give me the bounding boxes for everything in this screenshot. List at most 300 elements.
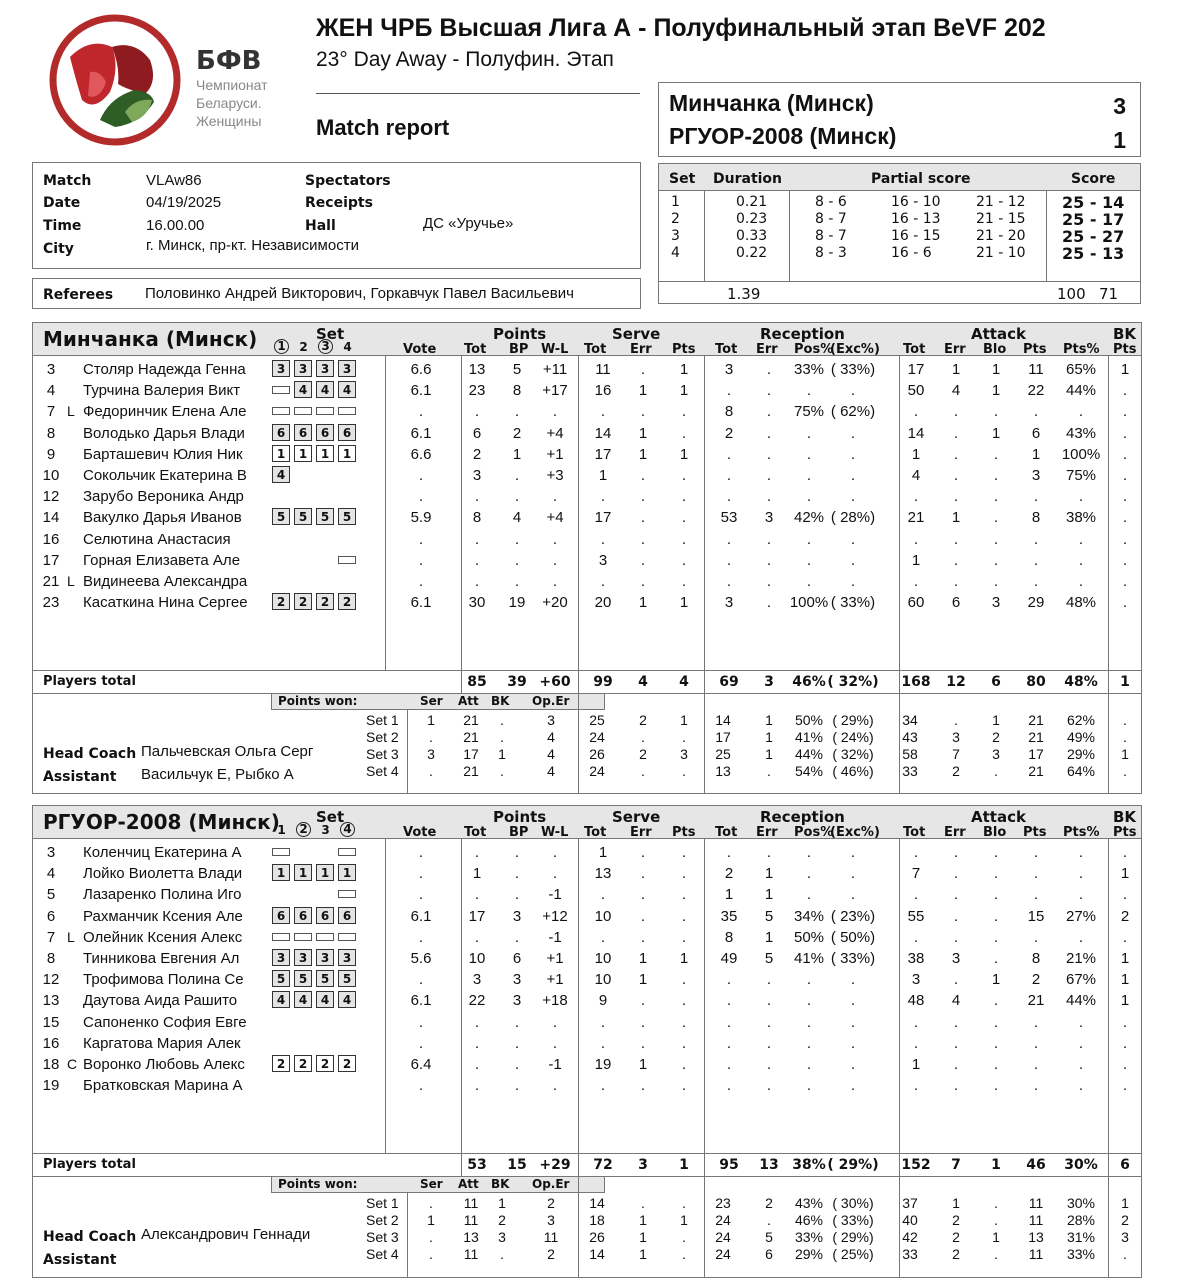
- total-bk: 6: [1120, 1157, 1130, 1173]
- stat-wl: +1: [546, 445, 564, 463]
- stat-s-err: .: [640, 865, 646, 883]
- city-label: City: [43, 241, 74, 257]
- stat-s-err: .: [640, 403, 646, 421]
- col-a-pct: Pts%: [1063, 342, 1100, 357]
- stat-wl: -1: [548, 1056, 562, 1073]
- col-s-tot: Tot: [584, 825, 607, 840]
- player-name: Олейник Ксения Алекс: [83, 928, 243, 946]
- stat-a-blo: .: [993, 509, 999, 527]
- stat-r-err: .: [766, 1013, 772, 1031]
- pw-ser: 1: [427, 1212, 435, 1228]
- stat-r-tot: .: [726, 971, 732, 989]
- logo-caption-line: Чемпионат: [196, 77, 268, 93]
- stat-r-pos: .: [806, 445, 812, 463]
- stat-r-exc: .: [850, 445, 856, 463]
- set-stat-s-tot: 24: [589, 729, 605, 745]
- player-number: 17: [42, 551, 60, 569]
- stat-vote: 6.1: [410, 992, 432, 1010]
- column-divider: [704, 670, 705, 694]
- player-number: 21: [42, 573, 60, 590]
- player-row: [33, 571, 1141, 592]
- away-team-name: РГУОР-2008 (Минск): [669, 123, 897, 149]
- stat-wl: .: [552, 1034, 558, 1052]
- stat-a-blo: .: [993, 928, 999, 946]
- stat-vote: 6.1: [410, 907, 432, 925]
- player-name: Каргатова Мария Алек: [83, 1034, 241, 1052]
- stat-a-err: .: [953, 844, 959, 861]
- stat-s-err: .: [640, 509, 646, 527]
- player-number: 16: [42, 530, 60, 548]
- pw-bk: 1: [498, 1195, 506, 1211]
- stat-a-pct: .: [1078, 573, 1084, 590]
- set-stat-s-tot: 26: [589, 746, 605, 762]
- starting-position-box: 6: [316, 907, 334, 924]
- stat-tot: .: [474, 488, 480, 506]
- stat-a-pct: 65%: [1065, 361, 1097, 378]
- stat-r-pos: 42%: [793, 509, 825, 527]
- pw-att: 11: [463, 1212, 479, 1228]
- stat-r-exc: .: [850, 1034, 856, 1052]
- stat-a-tot: 14: [907, 424, 925, 442]
- column-divider: [578, 670, 579, 694]
- set-stat-bk: 1: [1121, 1195, 1129, 1211]
- set-stat-bk: .: [1123, 729, 1127, 745]
- set-stat-a-blo: .: [994, 1195, 998, 1211]
- player-name: Барташевич Юлия Ник: [83, 445, 243, 463]
- stat-a-pct: .: [1078, 488, 1084, 506]
- stat-bk: 2: [1120, 907, 1130, 925]
- stat-r-pos: .: [806, 530, 812, 548]
- stat-bp: .: [514, 865, 520, 883]
- col-att: Att: [458, 1177, 479, 1191]
- stat-a-pts: 8: [1031, 950, 1041, 967]
- stat-r-exc: .: [850, 488, 856, 506]
- stat-r-tot: .: [726, 530, 732, 548]
- players-total-label: Players total: [43, 1157, 136, 1172]
- stat-s-err: .: [640, 361, 646, 378]
- stat-s-pts: .: [681, 928, 687, 946]
- substitute-marker: [272, 386, 290, 394]
- stat-a-pct: 21%: [1065, 950, 1097, 967]
- total-a-pts: 80: [1026, 674, 1046, 690]
- total-r-err: 3: [764, 674, 774, 690]
- players-total-row: [33, 670, 1141, 694]
- player-number: 7: [46, 403, 56, 421]
- starting-position-box: 1: [338, 864, 356, 881]
- set-label: Set 1: [366, 1195, 399, 1211]
- stat-a-pts: .: [1033, 886, 1039, 904]
- stat-a-err: 4: [951, 992, 961, 1010]
- set-p3: 21 - 12: [976, 194, 1026, 210]
- stat-tot: 13: [468, 361, 486, 378]
- stat-r-tot: .: [726, 573, 732, 590]
- stat-a-blo: .: [993, 844, 999, 861]
- stat-a-tot: 3: [911, 971, 921, 989]
- player-name: Видинеева Александра: [83, 573, 248, 590]
- stat-s-pts: 1: [679, 382, 689, 400]
- stat-r-tot: .: [726, 1056, 732, 1073]
- total-s-tot: 99: [593, 674, 613, 690]
- stat-s-tot: 20: [594, 594, 612, 612]
- stat-bp: 4: [512, 509, 522, 527]
- starting-position-box: 1: [338, 445, 356, 462]
- column-divider: [704, 1153, 705, 1177]
- stat-r-exc: .: [850, 551, 856, 569]
- stat-s-err: 1: [638, 971, 648, 989]
- stat-a-pts: .: [1033, 928, 1039, 946]
- pw-op-er: 2: [547, 1246, 555, 1262]
- stat-r-tot: 2: [724, 865, 734, 883]
- total-tot: 53: [467, 1157, 487, 1173]
- set-stat-bk: 3: [1121, 1229, 1129, 1245]
- set-stat-a-err: 2: [952, 1229, 960, 1245]
- player-number: 16: [42, 1034, 60, 1052]
- set-p1: 8 - 6: [815, 194, 847, 210]
- stat-tot: 1: [472, 865, 482, 883]
- stat-s-tot: .: [600, 928, 606, 946]
- pw-bk: 3: [498, 1229, 506, 1245]
- stat-r-pos: .: [806, 1077, 812, 1095]
- stat-r-tot: 1: [724, 886, 734, 904]
- set-stat-bk: .: [1123, 1246, 1127, 1262]
- col-s-tot: Tot: [584, 342, 607, 357]
- stat-r-pos: .: [806, 844, 812, 861]
- stat-a-pct: .: [1078, 844, 1084, 861]
- set-stat-a-tot: 43: [902, 729, 918, 745]
- stat-tot: 30: [468, 594, 486, 612]
- stat-bk: .: [1122, 530, 1128, 548]
- col-group-attack: Attack: [971, 808, 1026, 826]
- set-p3: 21 - 20: [976, 228, 1026, 244]
- set-p2: 16 - 10: [891, 194, 941, 210]
- col-group-bk: BK: [1113, 808, 1137, 826]
- match-time: 16.00.00: [146, 217, 205, 234]
- stat-s-pts: .: [681, 488, 687, 506]
- stat-a-tot: .: [913, 488, 919, 506]
- starting-position-box: 4: [316, 991, 334, 1008]
- total-bk: 1: [1120, 674, 1130, 690]
- set-stat-r-pos: 50%: [794, 712, 824, 728]
- player-number: 8: [46, 424, 56, 442]
- stat-s-pts: .: [681, 844, 687, 861]
- stat-s-pts: .: [681, 907, 687, 925]
- starting-position-box: 1: [272, 445, 290, 462]
- stat-a-pts: 3: [1031, 467, 1041, 484]
- starting-position-box: 3: [294, 360, 312, 377]
- set-stat-s-tot: 14: [589, 1246, 605, 1262]
- stat-wl: .: [552, 865, 558, 883]
- stat-tot: 6: [472, 424, 482, 442]
- stat-tot: 8: [472, 509, 482, 527]
- stat-a-pts: .: [1033, 1077, 1039, 1095]
- team-name: Минчанка (Минск): [43, 327, 258, 351]
- player-name: Турчина Валерия Викт: [83, 382, 241, 400]
- set-stat-r-pos: 46%: [794, 1212, 824, 1228]
- stat-bp: 3: [512, 907, 522, 925]
- match-label: Match: [43, 173, 92, 189]
- stat-a-pts: 6: [1031, 424, 1041, 442]
- stat-wl: +17: [542, 382, 568, 400]
- stat-r-pos: .: [806, 467, 812, 484]
- head-coach-name: Александрович Геннади: [141, 1226, 311, 1243]
- match-info: [32, 162, 641, 269]
- referees-names: Половинко Андрей Викторович, Горкавчук Павел Васильевич: [145, 285, 574, 302]
- set-stat-a-pts: 21: [1028, 763, 1044, 779]
- starting-position-box: 2: [338, 593, 356, 610]
- stat-tot: 17: [468, 907, 486, 925]
- set-stat-r-tot: 23: [715, 1195, 731, 1211]
- stat-r-tot: 3: [724, 361, 734, 378]
- column-divider: [899, 670, 900, 694]
- set-breakdown-row: [33, 712, 1141, 729]
- col-att: Att: [458, 694, 479, 708]
- stat-a-tot: 60: [907, 594, 925, 612]
- col-group-points: Points: [493, 325, 547, 343]
- set-stat-a-pts: 17: [1028, 746, 1044, 762]
- stat-a-tot: 7: [911, 865, 921, 883]
- set-stat-r-tot: 24: [715, 1212, 731, 1228]
- starting-position-box: 4: [338, 381, 356, 398]
- set-p3: 21 - 15: [976, 211, 1026, 227]
- points-won-label: Points won:: [278, 694, 358, 708]
- set-stat-a-blo: 3: [992, 746, 1000, 762]
- player-number: 3: [46, 361, 56, 378]
- stat-a-err: .: [953, 1077, 959, 1095]
- stat-r-err: .: [766, 971, 772, 989]
- stat-tot: .: [474, 1013, 480, 1031]
- stat-s-tot: 16: [594, 382, 612, 400]
- set-stat-s-tot: 26: [589, 1229, 605, 1245]
- stat-a-err: .: [953, 530, 959, 548]
- stat-bk: .: [1122, 886, 1128, 904]
- player-number: 4: [46, 865, 56, 883]
- stat-wl: +11: [542, 361, 568, 378]
- player-number: 19: [42, 1077, 60, 1095]
- set-stat-a-err: 1: [952, 1195, 960, 1211]
- sets-total: [659, 281, 1140, 304]
- col-group-reception: Reception: [760, 325, 845, 343]
- player-row: [33, 529, 1141, 550]
- stat-r-tot: .: [726, 1077, 732, 1095]
- col-r-exc: (Exc%): [830, 342, 880, 357]
- stat-r-exc: ( 33%): [830, 594, 876, 612]
- stat-tot: 22: [468, 992, 486, 1010]
- stat-s-tot: 14: [594, 424, 612, 442]
- stat-vote: 5.9: [410, 509, 432, 527]
- stat-s-tot: 3: [598, 551, 608, 569]
- col-a-pts: Pts: [1023, 342, 1047, 357]
- stat-vote: .: [418, 488, 424, 506]
- stat-bk: .: [1122, 1013, 1128, 1031]
- stat-r-exc: .: [850, 424, 856, 442]
- stat-a-pct: 100%: [1061, 445, 1101, 463]
- stat-vote: 6.4: [410, 1056, 432, 1073]
- player-row: [33, 842, 1141, 863]
- set-stat-r-tot: 17: [715, 729, 731, 745]
- player-number: 18: [42, 1056, 60, 1073]
- set-stat-a-pct: 49%: [1066, 729, 1096, 745]
- stat-s-tot: .: [600, 530, 606, 548]
- substitute-marker: [272, 848, 290, 856]
- set-stat-s-err: 2: [639, 746, 647, 762]
- stat-r-exc: ( 50%): [830, 928, 876, 946]
- stat-s-tot: 13: [594, 865, 612, 883]
- head-coach-name: Пальчевская Ольга Серг: [141, 743, 314, 760]
- total-bp: 15: [507, 1157, 527, 1173]
- stat-r-err: .: [766, 488, 772, 506]
- set-duration: 0.22: [736, 245, 768, 261]
- total-a-tot: 168: [901, 674, 931, 690]
- total-tot: 85: [467, 674, 487, 690]
- stat-a-blo: .: [993, 488, 999, 506]
- player-number: 13: [42, 992, 60, 1010]
- logo-brand: БФВ: [196, 46, 262, 76]
- set-duration: 0.23: [736, 211, 768, 227]
- set-row: [659, 245, 1140, 262]
- stat-r-tot: 3: [724, 594, 734, 612]
- stat-tot: 23: [468, 382, 486, 400]
- set-breakdown-row: [33, 1246, 1141, 1263]
- stat-a-err: 6: [951, 594, 961, 612]
- col-r-tot: Tot: [715, 342, 738, 357]
- stat-bp: .: [514, 573, 520, 590]
- date-label: Date: [43, 195, 81, 211]
- set-stat-r-err: 6: [765, 1246, 773, 1262]
- stat-r-exc: ( 28%): [830, 509, 876, 527]
- set-stat-a-pts: 13: [1028, 1229, 1044, 1245]
- match-subtitle: 23° Day Away - Полуфин. Этап: [316, 48, 614, 71]
- pw-ser: .: [429, 1246, 433, 1262]
- set-stat-s-err: 2: [639, 712, 647, 728]
- set-number: 1: [277, 823, 286, 837]
- set-stat-r-err: 5: [765, 1229, 773, 1245]
- total-r-tot: 95: [719, 1157, 739, 1173]
- total-a-blo: 1: [991, 1157, 1001, 1173]
- player-name: Селютина Анастасия: [83, 530, 231, 548]
- stat-wl: -1: [548, 928, 562, 946]
- starting-position-box: 6: [294, 424, 312, 441]
- stat-tot: .: [474, 573, 480, 590]
- stat-bk: .: [1122, 424, 1128, 442]
- stat-bk: .: [1122, 382, 1128, 400]
- set-stat-s-pts: .: [682, 1195, 686, 1211]
- set-stat-r-pos: 41%: [794, 729, 824, 745]
- stat-r-exc: .: [850, 530, 856, 548]
- stat-a-blo: 1: [991, 382, 1001, 400]
- stat-wl: +4: [546, 424, 564, 442]
- home-team-stats: [32, 322, 1142, 794]
- players-total-label: Players total: [43, 674, 136, 689]
- stat-r-tot: .: [726, 1013, 732, 1031]
- player-name: Трофимова Полина Се: [83, 971, 244, 989]
- assistant-label: Assistant: [43, 1252, 117, 1268]
- stat-a-pts: .: [1033, 403, 1039, 421]
- stat-a-tot: 17: [907, 361, 925, 378]
- total-a-blo: 6: [991, 674, 1001, 690]
- stat-a-tot: 38: [907, 950, 925, 967]
- substitute-marker: [338, 890, 356, 898]
- col-s-pts: Pts: [672, 342, 696, 357]
- stat-wl: .: [552, 403, 558, 421]
- spectators-label: Spectators: [305, 173, 391, 189]
- stat-s-err: .: [640, 928, 646, 946]
- stat-vote: .: [418, 403, 424, 421]
- stat-tot: 3: [472, 971, 482, 989]
- set-stat-a-err: 2: [952, 1246, 960, 1262]
- set-stat-a-tot: 34: [902, 712, 918, 728]
- stat-r-pos: 34%: [793, 907, 825, 925]
- set-score: 25 - 14: [1062, 193, 1125, 212]
- set-number: 2: [299, 340, 308, 354]
- stat-a-pct: 38%: [1065, 509, 1097, 527]
- set-label: Set 3: [366, 746, 399, 762]
- stat-a-tot: .: [913, 403, 919, 421]
- set-stat-a-blo: .: [994, 763, 998, 779]
- stat-r-tot: 8: [724, 403, 734, 421]
- player-role: C: [67, 1056, 78, 1072]
- set-stat-a-tot: 33: [902, 763, 918, 779]
- stat-a-tot: .: [913, 1013, 919, 1031]
- stat-r-tot: .: [726, 844, 732, 861]
- stat-a-pct: 44%: [1065, 382, 1097, 400]
- starting-position-box: 2: [338, 1055, 356, 1072]
- stat-a-blo: .: [993, 445, 999, 463]
- set-stat-r-err: 2: [765, 1195, 773, 1211]
- starting-position-box: 3: [294, 949, 312, 966]
- header-divider: [316, 93, 640, 94]
- stat-bk: .: [1122, 1077, 1128, 1095]
- total-r-exc: ( 32%): [827, 674, 879, 690]
- stat-tot: .: [474, 403, 480, 421]
- set-stat-a-tot: 37: [902, 1195, 918, 1211]
- pw-bk: 2: [498, 1212, 506, 1228]
- stat-r-pos: .: [806, 865, 812, 883]
- pw-ser: .: [429, 763, 433, 779]
- stat-r-err: 1: [764, 928, 774, 946]
- stat-r-exc: .: [850, 992, 856, 1010]
- stat-a-pts: .: [1033, 530, 1039, 548]
- set-stat-r-exc: ( 24%): [832, 729, 874, 745]
- stat-wl: .: [552, 844, 558, 861]
- col-r-err: Err: [756, 825, 778, 840]
- set-label: Set 2: [366, 729, 399, 745]
- stat-r-err: 5: [764, 950, 774, 967]
- set-stat-a-err: 7: [952, 746, 960, 762]
- player-name: Коленчиц Екатерина А: [83, 844, 242, 861]
- stat-a-blo: .: [993, 1077, 999, 1095]
- assistant-names: Васильчук Е, Рыбко А: [141, 766, 294, 783]
- col-score: Score: [1071, 171, 1116, 187]
- team-table-header: [33, 323, 1141, 356]
- set-stat-a-pct: 29%: [1066, 746, 1096, 762]
- player-name: Лазаренко Полина Иго: [83, 886, 242, 904]
- head-coach-label: Head Coach: [43, 746, 137, 762]
- stat-tot: 10: [468, 950, 486, 967]
- set-p2: 16 - 6: [891, 245, 932, 261]
- stat-s-tot: 10: [594, 907, 612, 925]
- stat-wl: -1: [548, 886, 562, 904]
- substitute-marker: [338, 556, 356, 564]
- set-stat-r-tot: 25: [715, 746, 731, 762]
- player-row: [33, 1054, 1141, 1075]
- stat-r-err: .: [766, 1056, 772, 1073]
- col-vote: Vote: [403, 825, 437, 840]
- col-bk: Pts: [1113, 342, 1137, 357]
- set-score: 25 - 17: [1062, 210, 1125, 229]
- stat-vote: .: [418, 530, 424, 548]
- set-score: 25 - 13: [1062, 244, 1125, 263]
- player-name: Братковская Марина А: [83, 1077, 243, 1095]
